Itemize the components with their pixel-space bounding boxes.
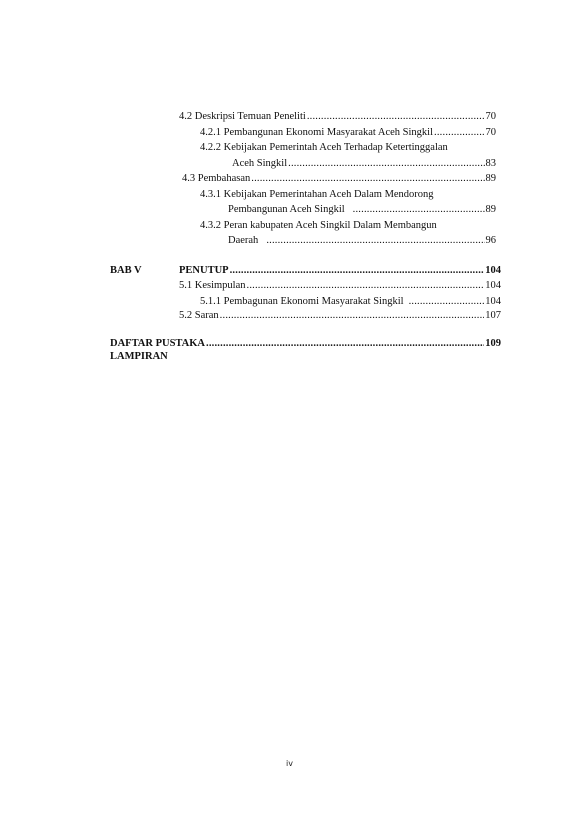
dot-leader bbox=[266, 234, 484, 247]
toc-entry-4-2 bbox=[179, 110, 496, 123]
toc-entry-page: 70 bbox=[485, 127, 496, 138]
dot-leader bbox=[251, 172, 484, 185]
dot-leader bbox=[220, 309, 485, 322]
toc-entry-4-2-2 bbox=[232, 157, 496, 170]
toc-entry-label: PENUTUP bbox=[179, 265, 229, 276]
toc-entry-label: Daerah bbox=[228, 235, 259, 246]
chapter-label: BAB V bbox=[110, 265, 142, 276]
toc-entry-page: 89 bbox=[485, 204, 496, 215]
toc-entry-label: 4.2 Deskripsi Temuan Peneliti bbox=[179, 111, 306, 122]
toc-entry-5-1 bbox=[179, 279, 501, 292]
toc-entry-label: Aceh Singkil bbox=[232, 158, 288, 169]
toc-entry-4-3-2 bbox=[228, 234, 496, 247]
dot-leader bbox=[206, 337, 484, 350]
toc-entry-4-3-2-title: 4.3.2 Peran kabupaten Aceh Singkil Dalam Membangun bbox=[200, 220, 437, 231]
toc-entry-4-3 bbox=[182, 172, 496, 185]
toc-entry-page: 96 bbox=[485, 235, 496, 246]
toc-entry-page: 107 bbox=[485, 310, 501, 321]
toc-entry-label: 5.2 Saran bbox=[179, 310, 219, 321]
toc-entry-4-2-1 bbox=[200, 126, 496, 139]
toc-entry-page: 83 bbox=[485, 158, 496, 169]
dot-leader bbox=[288, 157, 484, 170]
dot-leader bbox=[307, 110, 485, 123]
dot-leader bbox=[247, 279, 485, 292]
toc-entry-page: 70 bbox=[485, 111, 496, 122]
dot-leader bbox=[434, 126, 484, 139]
toc-entry-label: DAFTAR PUSTAKA bbox=[110, 338, 205, 349]
dot-leader bbox=[230, 264, 485, 277]
dot-leader bbox=[353, 203, 485, 216]
toc-entry-lampiran: LAMPIRAN bbox=[110, 351, 168, 362]
toc-entry-page: 104 bbox=[485, 296, 501, 307]
toc-entry-4-3-1 bbox=[228, 203, 496, 216]
toc-entry-4-2-2-title: 4.2.2 Kebijakan Pemerintah Aceh Terhadap Ketertinggalan bbox=[200, 142, 448, 153]
dot-leader bbox=[409, 295, 485, 308]
toc-entry-label: 5.1 Kesimpulan bbox=[179, 280, 246, 291]
toc-entry-label: 5.1.1 Pembagunan Ekonomi Masyarakat Singkil bbox=[200, 296, 404, 307]
page-number: iv bbox=[286, 759, 293, 768]
toc-entry-daftar-pustaka bbox=[110, 337, 501, 350]
toc-entry-page: 109 bbox=[485, 338, 501, 349]
toc-entry-page: 104 bbox=[485, 280, 501, 291]
toc-entry-4-3-1-title: 4.3.1 Kebijakan Pemerintahan Aceh Dalam Mendorong bbox=[200, 189, 434, 200]
toc-entry-page: 104 bbox=[485, 265, 501, 276]
toc-entry-bab-5 bbox=[179, 264, 501, 277]
toc-entry-label: Pembangunan Aceh Singkil bbox=[228, 204, 345, 215]
toc-entry-page: 89 bbox=[485, 173, 496, 184]
toc-entry-5-1-1 bbox=[200, 295, 501, 308]
toc-entry-5-2 bbox=[179, 309, 501, 322]
toc-entry-label: 4.3 Pembahasan bbox=[182, 173, 251, 184]
toc-entry-label: 4.2.1 Pembangunan Ekonomi Masyarakat Aceh Singkil bbox=[200, 127, 434, 138]
